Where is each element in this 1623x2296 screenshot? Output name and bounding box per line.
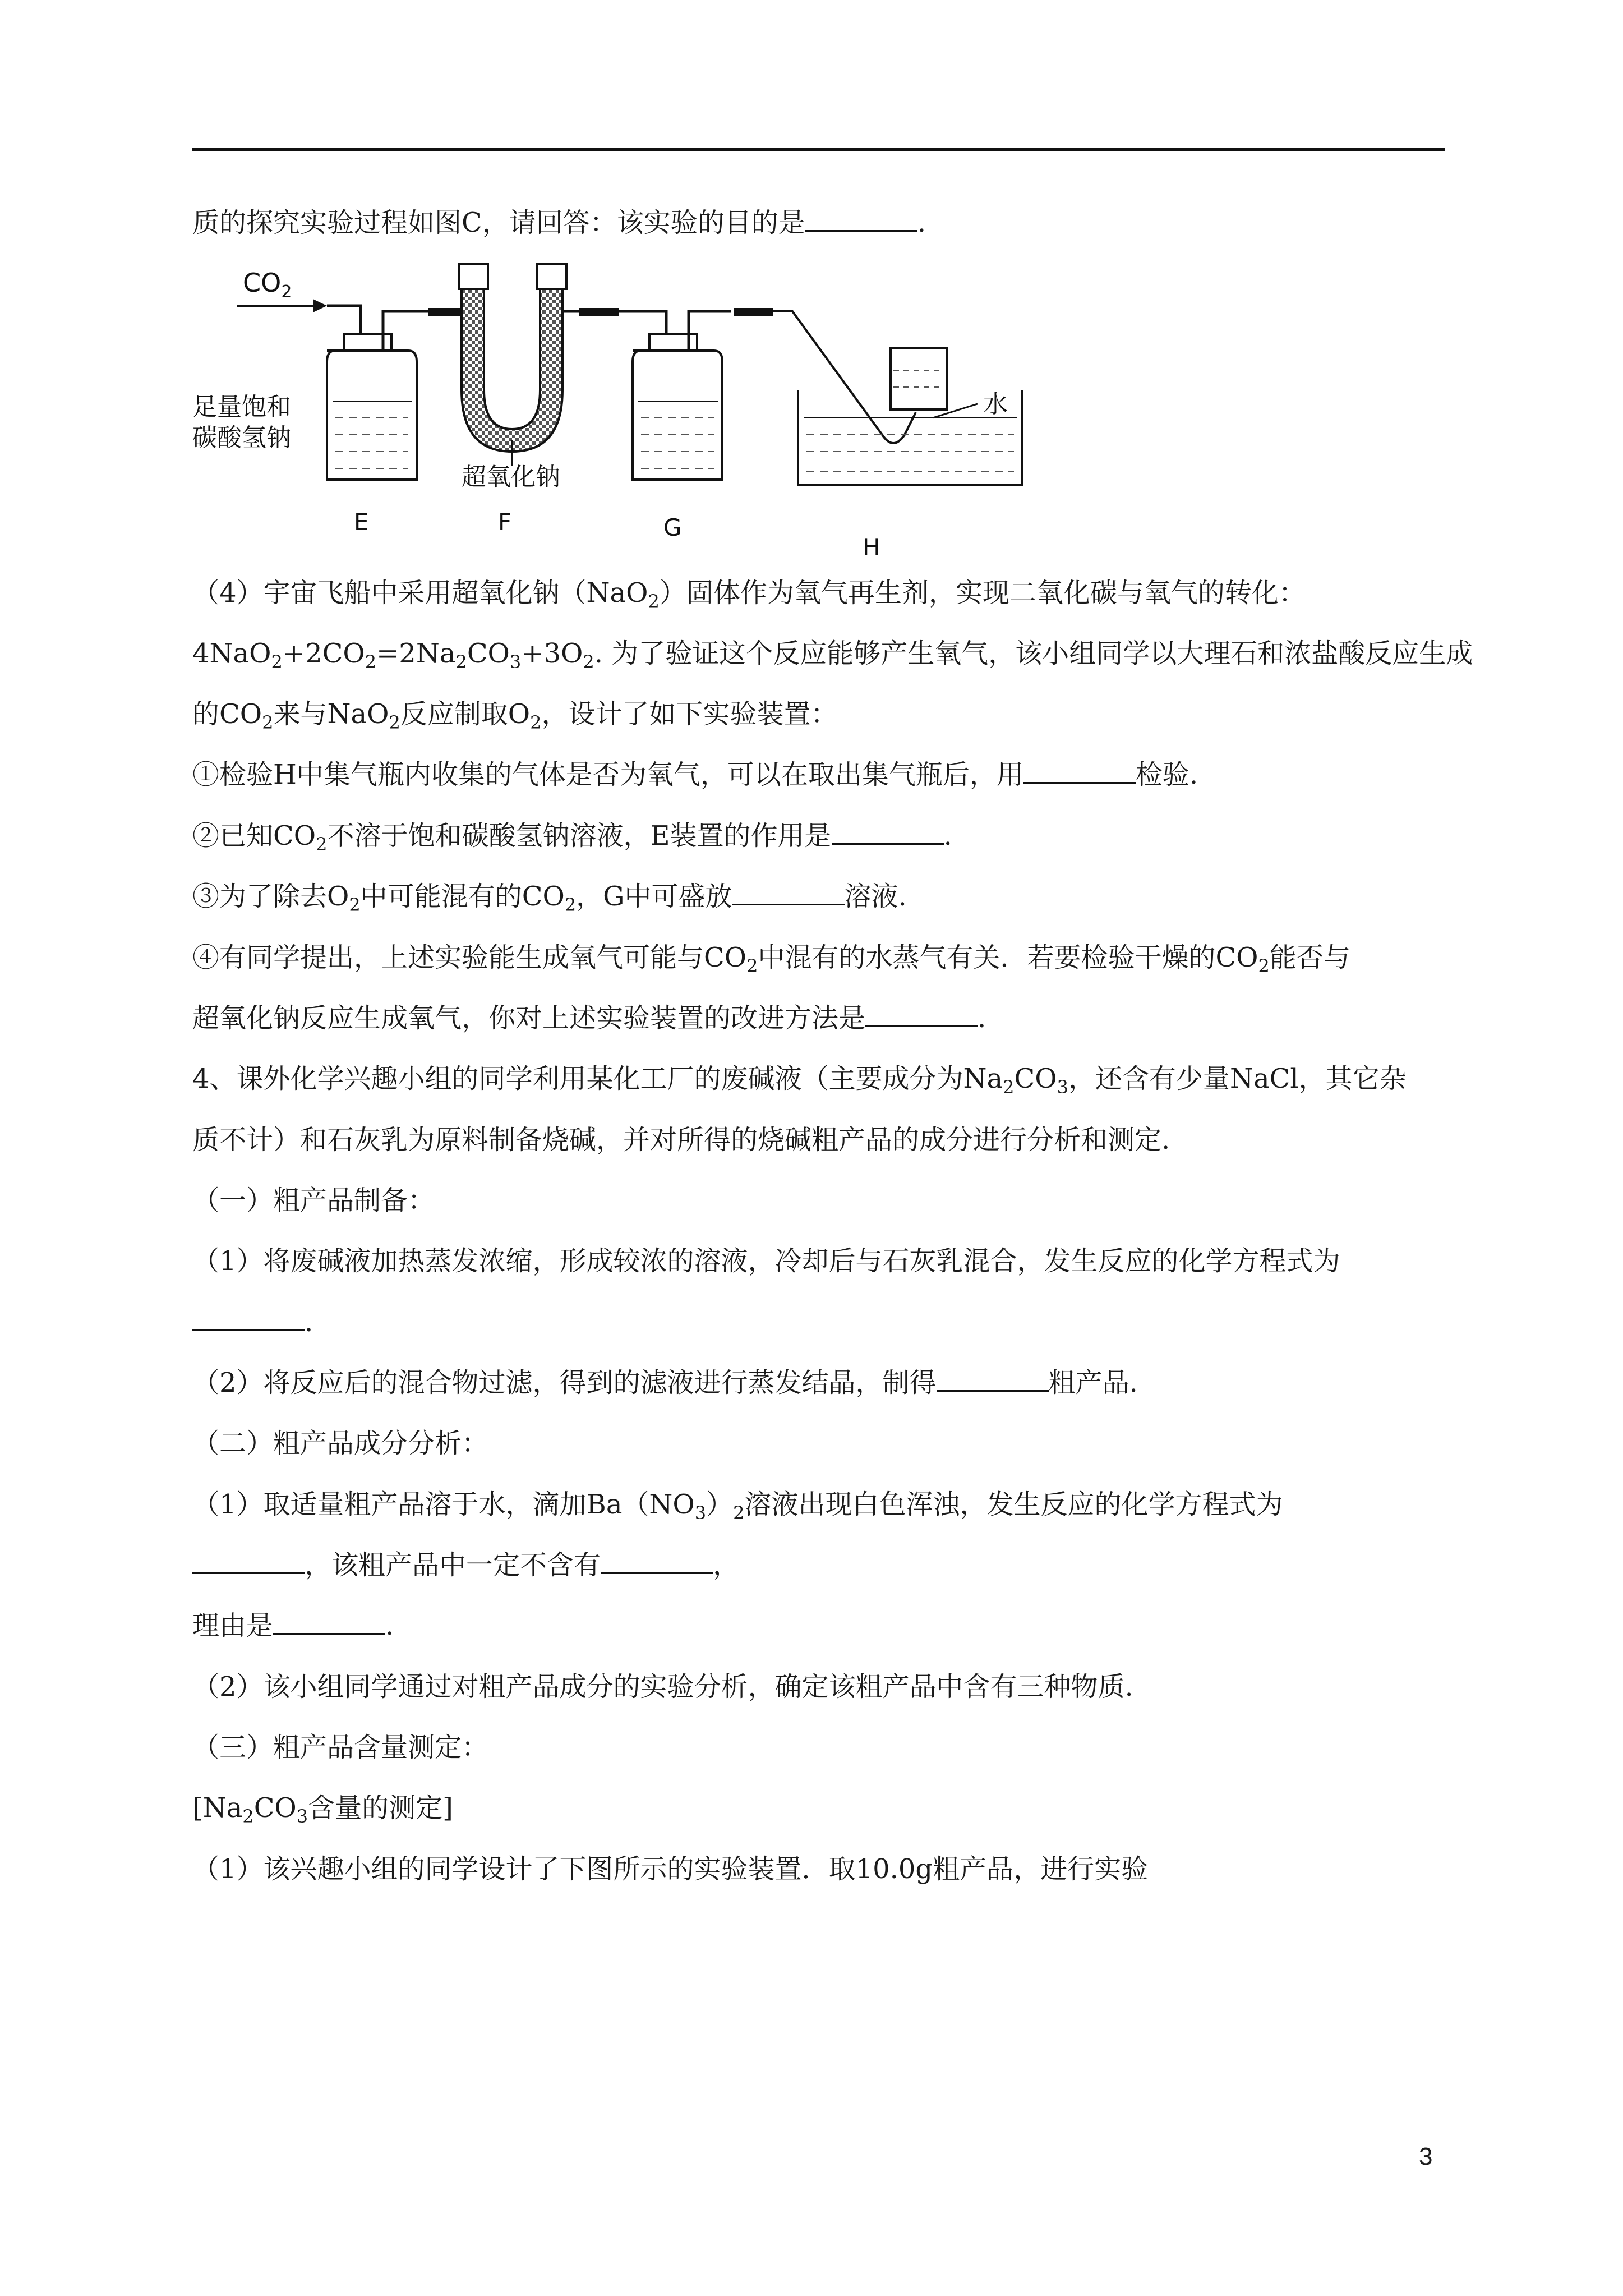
answer-blank[interactable] xyxy=(192,1307,305,1331)
text-span: +3O xyxy=(521,638,583,669)
text-span: ， xyxy=(713,1549,740,1581)
text-span: 来与NaO xyxy=(273,698,389,730)
answer-blank[interactable] xyxy=(832,821,944,845)
text-line xyxy=(192,1790,1454,1834)
label-h: H xyxy=(863,533,880,561)
text-span: 质的探究实验过程如图C，请回答：该实验的目的是 xyxy=(192,207,805,238)
subscript: 2 xyxy=(271,651,283,673)
answer-blank[interactable] xyxy=(601,1550,713,1574)
text-span: 检验. xyxy=(1135,759,1198,790)
bottle-e-label: 足量饱和 xyxy=(192,393,291,421)
subscript: 2 xyxy=(349,894,361,915)
text-line xyxy=(192,636,1473,680)
bottle-e xyxy=(327,311,467,480)
subscript: 3 xyxy=(694,1502,707,1524)
text-line xyxy=(192,1000,1454,1036)
label-e: E xyxy=(354,508,369,536)
text-span: . xyxy=(305,1306,313,1338)
subscript: 3 xyxy=(1057,1076,1068,1098)
co2-label: $CO_2$ xyxy=(243,268,292,302)
text-span: 4NaO xyxy=(192,638,271,669)
text-span: 中混有的水蒸气有关．若要检验干燥的CO xyxy=(758,942,1258,973)
rubber-connector xyxy=(579,308,619,316)
subscript: 2 xyxy=(733,1502,745,1524)
text-span: CO xyxy=(253,1792,297,1824)
text-span: ④有同学提出，上述实验能生成氧气可能与CO xyxy=(192,942,747,973)
text-span: ②已知CO xyxy=(192,820,316,852)
subscript: 2 xyxy=(242,1806,254,1827)
text-span: . xyxy=(943,820,952,852)
section-heading: （一）粗产品制备： xyxy=(192,1185,435,1216)
subscript: 2 xyxy=(455,651,467,673)
text-span: 理由是 xyxy=(192,1610,274,1641)
text-span: . xyxy=(917,207,926,238)
text-span: 溶液. xyxy=(844,881,907,912)
text-span: ③为了除去O xyxy=(192,881,349,912)
subscript: 2 xyxy=(746,955,758,977)
answer-blank[interactable] xyxy=(192,1550,305,1574)
page-number: 3 xyxy=(1419,2143,1433,2170)
text-line xyxy=(192,878,1454,923)
answer-blank[interactable] xyxy=(865,1003,978,1027)
text-line xyxy=(192,1547,1454,1583)
text-line: （2）该小组同学通过对粗产品成分的实验分析，确定该粗产品中含有三种物质. xyxy=(192,1671,1133,1703)
text-span: . xyxy=(385,1610,394,1641)
arrow-head-icon xyxy=(313,299,327,312)
text-line xyxy=(192,818,1454,862)
subscript: 2 xyxy=(1003,1076,1015,1098)
rubber-connector xyxy=(734,308,773,316)
subscript: 2 xyxy=(583,651,594,673)
apparatus-figure xyxy=(192,250,1056,575)
text-span: ，G中可盛放 xyxy=(576,881,732,912)
text-span: ） xyxy=(706,1489,734,1520)
text-span: 中可能混有的CO xyxy=(360,881,565,912)
text-span: ，该粗产品中一定不含有 xyxy=(305,1549,601,1581)
text-span: 的CO xyxy=(192,698,262,730)
text-span: 超氧化钠反应生成氧气，你对上述实验装置的改进方法是 xyxy=(192,1002,866,1034)
text-span: CO xyxy=(467,638,510,669)
answer-blank[interactable] xyxy=(937,1368,1049,1392)
text-span: （1）取适量粗产品溶于水，滴加Ba（NO xyxy=(192,1489,695,1520)
text-span: =2Na xyxy=(376,638,456,669)
header-rule xyxy=(192,148,1445,151)
text-line: （1）该兴趣小组的同学设计了下图所示的实验装置．取10.0g粗产品，进行实验 xyxy=(192,1853,1149,1885)
bottle-g xyxy=(633,311,731,480)
answer-blank[interactable] xyxy=(273,1611,385,1635)
tube-f-label: 超氧化钠 xyxy=(462,463,560,491)
subscript: 2 xyxy=(316,834,328,855)
text-span: （2）将反应后的混合物过滤，得到的滤液进行蒸发结晶，制得 xyxy=(192,1367,937,1398)
text-line xyxy=(192,1365,1454,1401)
text-span: ，设计了如下实验装置： xyxy=(541,698,838,730)
label-g: G xyxy=(663,514,682,541)
text-span: 能否与 xyxy=(1269,942,1350,973)
text-line xyxy=(192,1061,1454,1105)
text-span: 反应制取O xyxy=(400,698,531,730)
text-span: +2CO xyxy=(282,638,365,669)
text-line xyxy=(192,1608,1454,1644)
text-line xyxy=(192,696,1454,740)
label-f: F xyxy=(498,508,512,536)
text-span: 溶液出现白色浑浊，发生反应的化学方程式为 xyxy=(744,1489,1283,1520)
text-span: CO xyxy=(1014,1063,1057,1094)
text-span: 粗产品. xyxy=(1048,1367,1138,1398)
subscript: 2 xyxy=(648,591,660,612)
text-line: （1）将废碱液加热蒸发浓缩，形成较浓的溶液，冷却后与石灰乳混合，发生反应的化学方程式为 xyxy=(192,1245,1340,1277)
text-line: 质不计）和石灰乳为原料制备烧碱，并对所得的烧碱粗产品的成分进行分析和测定. xyxy=(192,1124,1170,1156)
answer-blank[interactable] xyxy=(805,208,917,232)
text-span: ）固体作为氧气再生剂，实现二氧化碳与氧气的转化： xyxy=(659,577,1306,609)
section-heading: （二）粗产品成分分析： xyxy=(192,1428,489,1459)
text-span: [Na xyxy=(192,1792,243,1824)
subscript: 2 xyxy=(389,712,400,733)
text-span: ①检验H中集气瓶内收集的气体是否为氧气，可以在取出集气瓶后，用 xyxy=(192,759,1023,790)
text-line xyxy=(192,575,1454,619)
text-line xyxy=(192,1487,1454,1531)
text-span: 4、课外化学兴趣小组的同学利用某化工厂的废碱液（主要成分为Na xyxy=(192,1063,1003,1094)
subscript: 2 xyxy=(1258,955,1270,977)
text-span: 含量的测定] xyxy=(308,1792,453,1824)
water-label: 水 xyxy=(983,390,1008,418)
text-line xyxy=(192,940,1454,984)
subscript: 2 xyxy=(262,712,274,733)
bottle-e-label: 碳酸氢钠 xyxy=(192,424,291,452)
subscript: 3 xyxy=(509,651,522,673)
text-line xyxy=(192,757,1454,793)
text-span: . 为了验证这个反应能够产生氧气，该小组同学以大理石和浓盐酸反应生成 xyxy=(594,638,1473,669)
subscript: 2 xyxy=(530,712,542,733)
text-span: . xyxy=(978,1002,986,1034)
section-heading: （三）粗产品含量测定： xyxy=(192,1732,489,1763)
text-span: （4）宇宙飞船中采用超氧化钠（NaO xyxy=(192,577,648,609)
text-span: 不溶于饱和碳酸氢钠溶液，E装置的作用是 xyxy=(327,820,832,852)
text-line xyxy=(192,205,1454,241)
u-tube-f xyxy=(459,264,566,466)
subscript: 3 xyxy=(296,1806,308,1827)
answer-blank[interactable] xyxy=(1023,760,1136,784)
subscript: 2 xyxy=(564,894,577,915)
answer-blank[interactable] xyxy=(732,881,845,905)
subscript: 2 xyxy=(365,651,377,673)
text-line xyxy=(192,1304,1454,1340)
text-span: ，还含有少量NaCl，其它杂 xyxy=(1068,1063,1407,1094)
